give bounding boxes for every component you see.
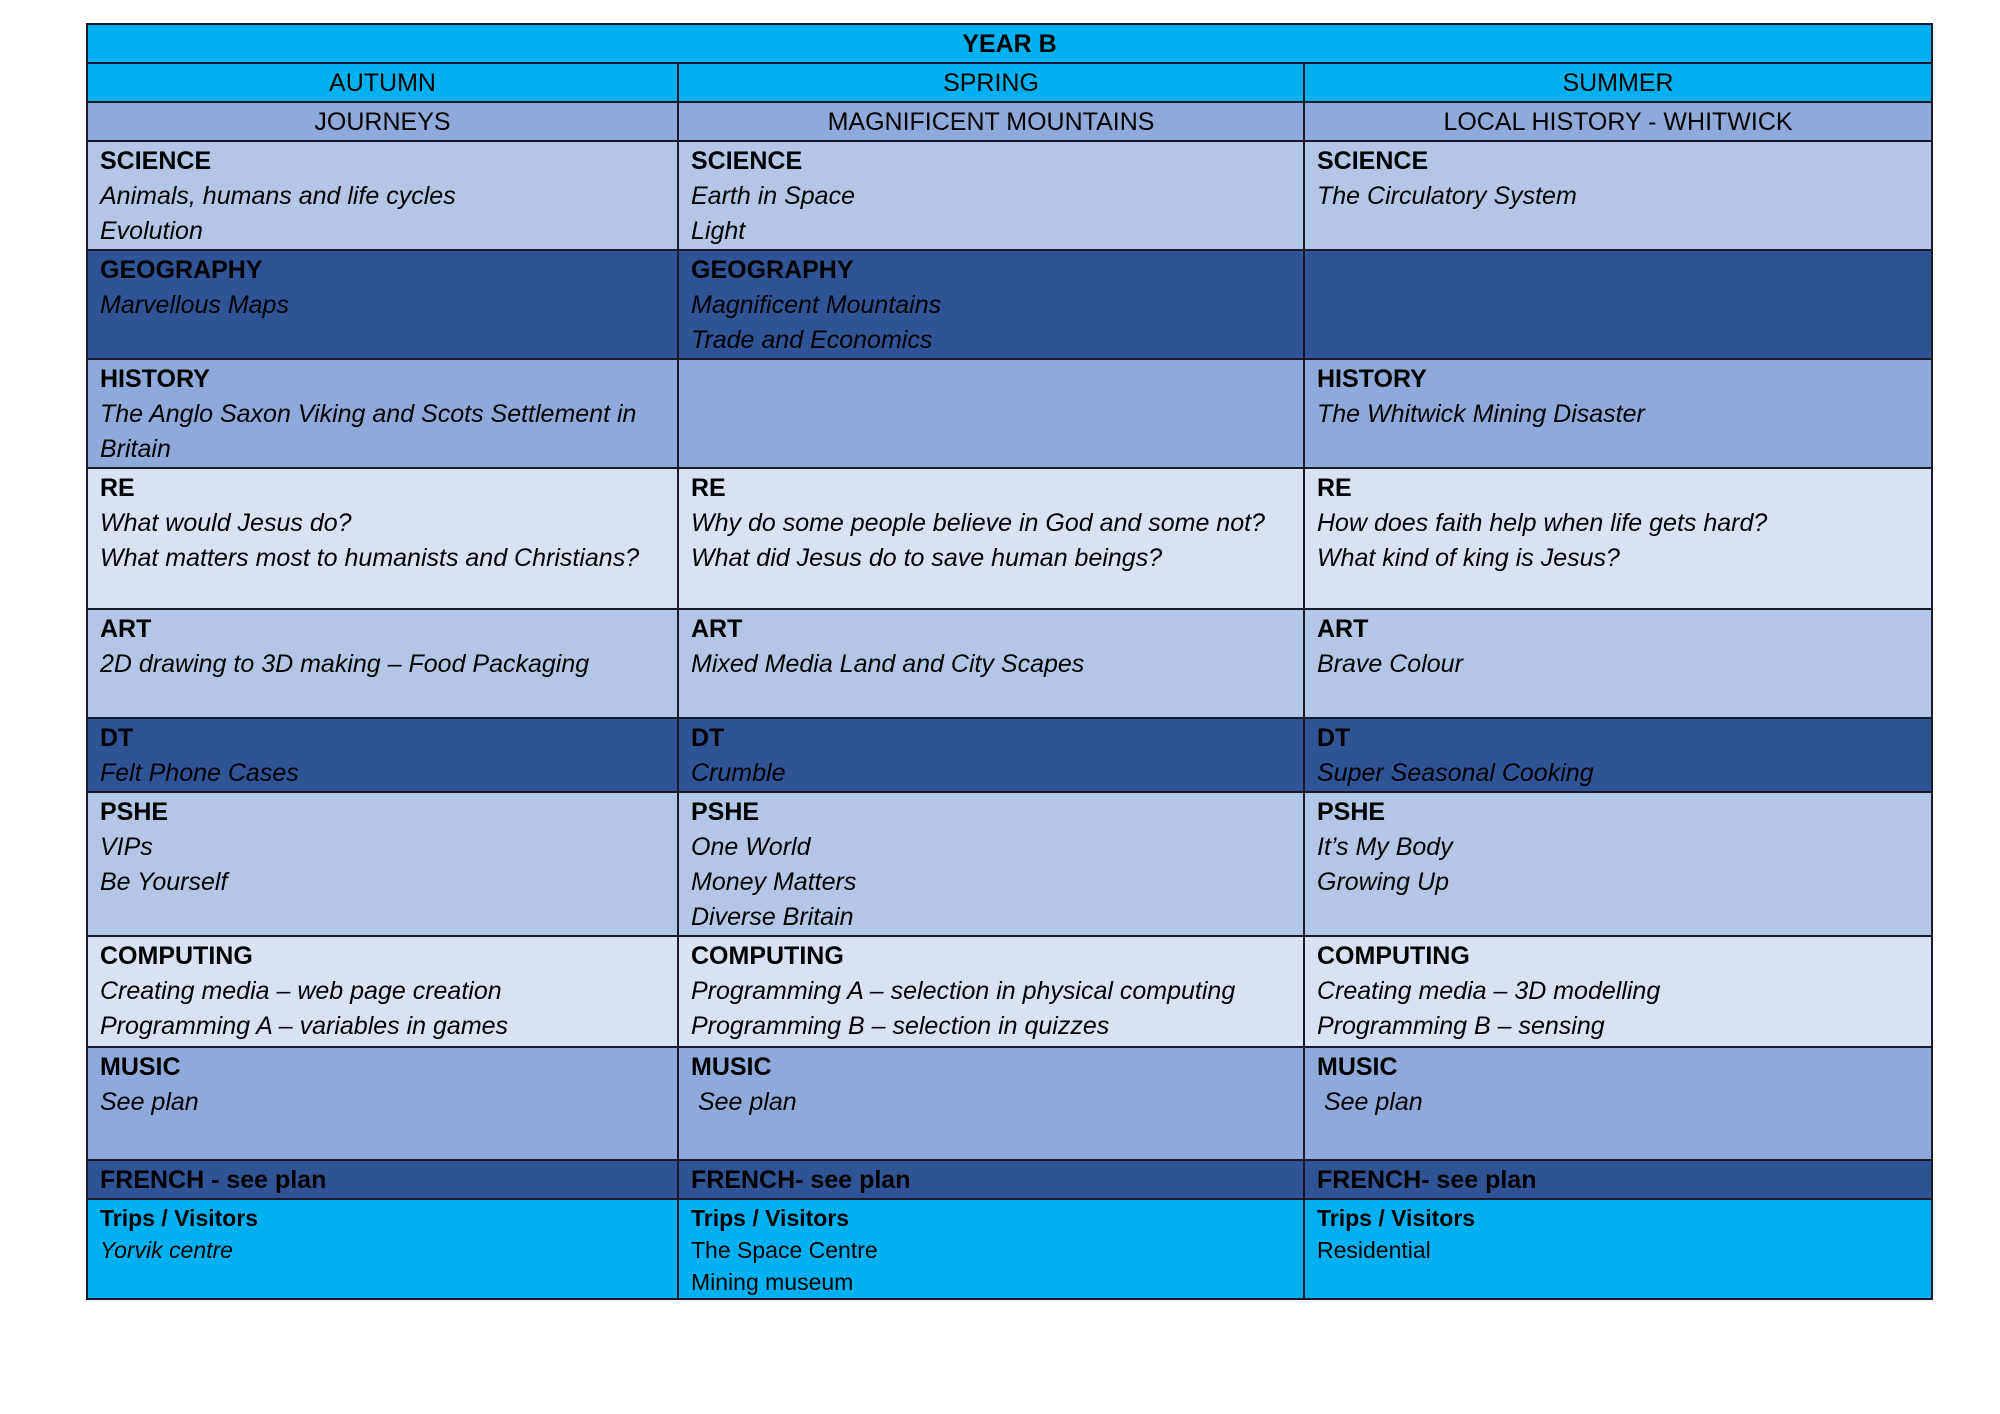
- subject-label: ART: [1317, 615, 1369, 643]
- art-row: [87, 609, 1932, 718]
- subject-label: RE: [691, 474, 726, 502]
- subject-label: MUSIC: [100, 1053, 181, 1081]
- french-cell-summer: [1304, 1160, 1932, 1199]
- trips-item: Residential: [1317, 1237, 1431, 1263]
- subject-item: Be Yourself: [100, 868, 228, 896]
- music-cell-spring: [678, 1047, 1304, 1160]
- french-cell-autumn: [87, 1160, 678, 1199]
- dt-cell-autumn: [87, 718, 678, 792]
- trips-row: [87, 1199, 1932, 1299]
- subject-label: GEOGRAPHY: [100, 256, 263, 284]
- history-cell-spring: [678, 359, 1304, 468]
- re-cell-autumn: [87, 468, 678, 609]
- subject-label: SCIENCE: [691, 147, 803, 175]
- trips-item: Mining museum: [691, 1269, 854, 1295]
- topic-summer: LOCAL HISTORY - WHITWICK: [1304, 102, 1932, 141]
- subject-label: ART: [691, 615, 743, 643]
- subject-label: MUSIC: [1317, 1053, 1398, 1081]
- subject-item: What would Jesus do?: [100, 509, 352, 537]
- subject-label: RE: [100, 474, 135, 502]
- year-title: YEAR B: [87, 24, 1932, 63]
- subject-item: Brave Colour: [1317, 650, 1463, 678]
- topic-row: [87, 102, 1932, 141]
- subject-item: What kind of king is Jesus?: [1317, 544, 1620, 572]
- subject-label: PSHE: [100, 798, 169, 826]
- french-cell-spring: [678, 1160, 1304, 1199]
- subject-item: Evolution: [100, 217, 203, 245]
- science-row: [87, 141, 1932, 250]
- subject-item: Light: [691, 217, 746, 245]
- subject-label: HISTORY: [100, 365, 210, 393]
- topic-spring: MAGNIFICENT MOUNTAINS: [678, 102, 1304, 141]
- trips-heading: Trips / Visitors: [100, 1205, 259, 1231]
- history-cell-summer: [1304, 359, 1932, 468]
- pshe-cell-summer: [1304, 792, 1932, 936]
- subject-item: Money Matters: [691, 868, 857, 896]
- curriculum-plan-table: [86, 23, 1933, 1300]
- re-cell-summer: [1304, 468, 1932, 609]
- subject-item: Felt Phone Cases: [100, 759, 299, 787]
- subject-item: Programming A – selection in physical computing: [691, 977, 1236, 1005]
- science-cell-spring: [678, 141, 1304, 250]
- subject-label: SCIENCE: [1317, 147, 1429, 175]
- season-autumn: AUTUMN: [87, 63, 678, 102]
- subject-label: ART: [100, 615, 152, 643]
- subject-label: MUSIC: [691, 1053, 772, 1081]
- subject-label: COMPUTING: [691, 942, 844, 970]
- subject-label: FRENCH - see plan: [100, 1166, 327, 1194]
- computing-row: [87, 936, 1932, 1047]
- subject-item: Why do some people believe in God and some not?: [691, 509, 1265, 537]
- subject-item: The Circulatory System: [1317, 182, 1577, 210]
- subject-label: DT: [691, 724, 725, 752]
- science-cell-summer: [1304, 141, 1932, 250]
- subject-item: Growing Up: [1317, 868, 1449, 896]
- subject-item: One World: [691, 833, 811, 861]
- subject-item: Mixed Media Land and City Scapes: [691, 650, 1085, 678]
- dt-cell-summer: [1304, 718, 1932, 792]
- geography-cell-spring: [678, 250, 1304, 359]
- subject-label: COMPUTING: [1317, 942, 1470, 970]
- subject-item: VIPs: [100, 833, 153, 861]
- subject-item: Programming B – sensing: [1317, 1012, 1605, 1040]
- trips-cell-summer: [1304, 1199, 1932, 1299]
- title-row: [87, 24, 1932, 63]
- re-cell-spring: [678, 468, 1304, 609]
- trips-item: The Space Centre: [691, 1237, 878, 1263]
- geography-cell-summer: [1304, 250, 1932, 359]
- subject-item: 2D drawing to 3D making – Food Packaging: [100, 650, 590, 678]
- computing-cell-autumn: [87, 936, 678, 1047]
- trips-item: Yorvik centre: [100, 1237, 233, 1263]
- subject-item: Marvellous Maps: [100, 291, 289, 319]
- subject-label: DT: [1317, 724, 1351, 752]
- trips-cell-autumn: [87, 1199, 678, 1299]
- subject-item: Crumble: [691, 759, 786, 787]
- dt-cell-spring: [678, 718, 1304, 792]
- subject-item: It’s My Body: [1317, 833, 1453, 861]
- subject-label: RE: [1317, 474, 1352, 502]
- subject-label: COMPUTING: [100, 942, 253, 970]
- subject-item: Earth in Space: [691, 182, 855, 210]
- subject-item: Diverse Britain: [691, 903, 854, 931]
- subject-label: GEOGRAPHY: [691, 256, 854, 284]
- subject-label: DT: [100, 724, 134, 752]
- season-row: [87, 63, 1932, 102]
- subject-item: What matters most to humanists and Christians?: [100, 544, 640, 572]
- subject-item: Trade and Economics: [691, 326, 933, 354]
- french-row: [87, 1160, 1932, 1199]
- subject-item: Super Seasonal Cooking: [1317, 759, 1594, 787]
- subject-label: FRENCH- see plan: [691, 1166, 911, 1194]
- subject-label: FRENCH- see plan: [1317, 1166, 1537, 1194]
- re-row: [87, 468, 1932, 609]
- trips-heading: Trips / Visitors: [691, 1205, 850, 1231]
- subject-item: Magnificent Mountains: [691, 291, 942, 319]
- pshe-row: [87, 792, 1932, 936]
- subject-item: Programming B – selection in quizzes: [691, 1012, 1110, 1040]
- history-cell-autumn: [87, 359, 678, 468]
- music-cell-autumn: [87, 1047, 678, 1160]
- subject-item: See plan: [691, 1088, 797, 1116]
- pshe-cell-autumn: [87, 792, 678, 936]
- computing-cell-summer: [1304, 936, 1932, 1047]
- subject-label: PSHE: [691, 798, 760, 826]
- art-cell-autumn: [87, 609, 678, 718]
- subject-label: SCIENCE: [100, 147, 212, 175]
- trips-heading: Trips / Visitors: [1317, 1205, 1476, 1231]
- season-summer: SUMMER: [1304, 63, 1932, 102]
- science-cell-autumn: [87, 141, 678, 250]
- music-row: [87, 1047, 1932, 1160]
- subject-item: Creating media – web page creation: [100, 977, 502, 1005]
- subject-item: The Anglo Saxon Viking and Scots Settlement in Britain: [100, 400, 637, 463]
- topic-autumn: JOURNEYS: [87, 102, 678, 141]
- subject-item: See plan: [100, 1088, 199, 1116]
- subject-item: The Whitwick Mining Disaster: [1317, 400, 1645, 428]
- subject-label: PSHE: [1317, 798, 1386, 826]
- subject-item: How does faith help when life gets hard?: [1317, 509, 1768, 537]
- pshe-cell-spring: [678, 792, 1304, 936]
- art-cell-summer: [1304, 609, 1932, 718]
- dt-row: [87, 718, 1932, 792]
- subject-item: Creating media – 3D modelling: [1317, 977, 1661, 1005]
- subject-label: HISTORY: [1317, 365, 1427, 393]
- history-row: [87, 359, 1932, 468]
- subject-item: Programming A – variables in games: [100, 1012, 509, 1040]
- season-spring: SPRING: [678, 63, 1304, 102]
- geography-row: [87, 250, 1932, 359]
- geography-cell-autumn: [87, 250, 678, 359]
- subject-item: What did Jesus do to save human beings?: [691, 544, 1163, 572]
- trips-cell-spring: [678, 1199, 1304, 1299]
- subject-item: See plan: [1317, 1088, 1423, 1116]
- music-cell-summer: [1304, 1047, 1932, 1160]
- art-cell-spring: [678, 609, 1304, 718]
- subject-item: Animals, humans and life cycles: [100, 182, 456, 210]
- computing-cell-spring: [678, 936, 1304, 1047]
